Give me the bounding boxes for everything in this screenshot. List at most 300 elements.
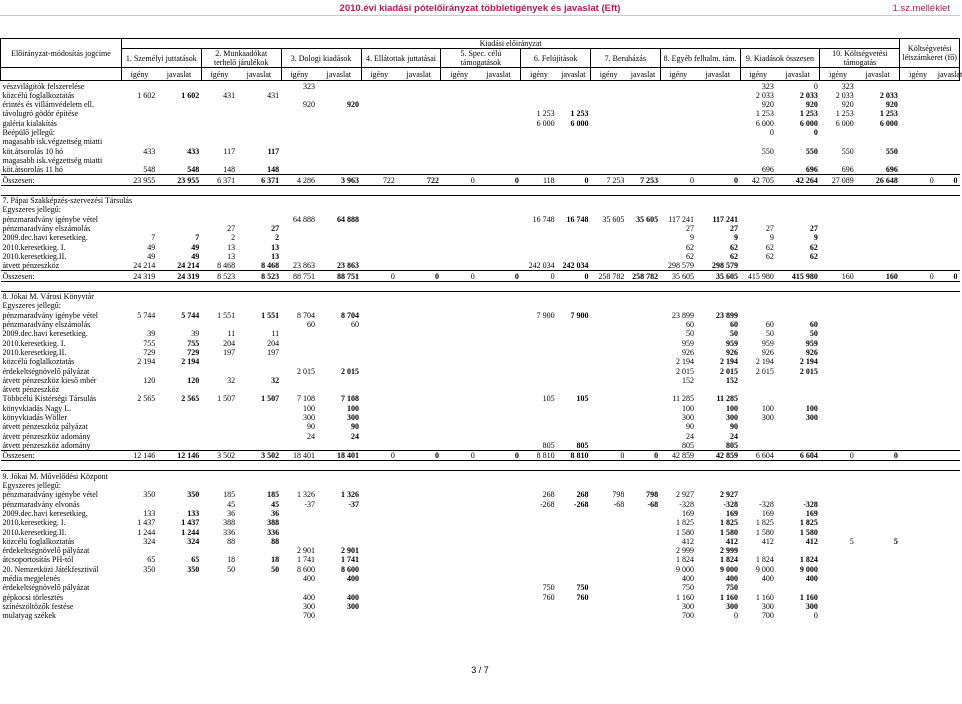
table-row: [1, 165, 960, 175]
cell-value: 350: [187, 564, 200, 574]
cell-value: [317, 376, 361, 385]
cell-value: [521, 376, 557, 385]
cell-value: [856, 518, 900, 527]
cell-value: [936, 128, 960, 137]
cell-value: [397, 422, 441, 431]
cell-value: 36: [271, 508, 280, 518]
cell-value: 197: [267, 347, 280, 357]
cell-value: [441, 252, 477, 261]
cell-value: 1 602: [137, 90, 156, 100]
cell-value: [900, 422, 936, 431]
cell-value: [856, 366, 900, 375]
cell-value: 6 000: [835, 118, 854, 128]
cell-value: 959: [726, 338, 738, 348]
cell-value: 1 825: [675, 518, 694, 528]
cell-value: 9 000: [755, 564, 774, 574]
cell-value: 0: [441, 271, 477, 281]
cell-value: 6 604: [740, 450, 776, 460]
cell-value: [776, 394, 820, 403]
cell-value: 64 888: [293, 214, 315, 224]
cell-value: [900, 118, 936, 127]
cell-value: 26 648: [856, 175, 900, 185]
cell-value: [856, 385, 900, 394]
cell-value: [590, 574, 626, 583]
cell-value: 548: [187, 165, 200, 175]
cell-value: [361, 564, 397, 573]
cell-value: [397, 242, 441, 251]
cell-value: [281, 301, 317, 310]
cell-value: 2 194: [675, 357, 694, 367]
cell-value: [361, 366, 397, 375]
subheader-igeny: igény: [361, 68, 397, 81]
cell-value: [237, 422, 281, 431]
cell-value: [900, 441, 936, 451]
cell-value: [740, 385, 776, 394]
cell-value: 550: [841, 146, 854, 156]
cell-value: [900, 348, 936, 357]
cell-value: [856, 301, 900, 310]
cell-value: [557, 527, 591, 536]
cell-value: [820, 602, 856, 611]
cell-value: [157, 602, 201, 611]
cell-value: 152: [681, 375, 694, 385]
cell-value: [590, 537, 626, 546]
cell-value: 11: [227, 329, 236, 339]
cell-value: 750: [681, 583, 694, 593]
cell-value: [157, 403, 201, 412]
cell-value: 8 810: [521, 450, 557, 460]
cell-value: 117 241: [712, 214, 738, 224]
cell-value: [660, 156, 696, 165]
cell-value: [441, 564, 477, 573]
cell-value: [361, 611, 397, 620]
cell-value: 6 604: [776, 450, 820, 460]
cell-value: [477, 527, 521, 536]
cell-value: [441, 329, 477, 338]
cell-value: 24 319: [157, 271, 201, 281]
spacer-row: [1, 281, 960, 291]
cell-value: [660, 137, 696, 146]
cell-value: [121, 128, 157, 137]
cell-value: [557, 376, 591, 385]
row-label: 2010.keresetkieg. I.: [2, 518, 66, 528]
cell-value: [397, 518, 441, 527]
cell-value: [201, 403, 237, 412]
cell-value: [696, 156, 740, 165]
cell-value: [201, 546, 237, 555]
row-label: közcélú foglalkoztatás: [2, 357, 75, 367]
cell-value: [121, 224, 157, 233]
cell-value: [696, 385, 740, 394]
cell-value: [900, 431, 936, 440]
cell-value: [477, 574, 521, 583]
cell-value: [237, 481, 281, 490]
row-label: köt.átsorolás 10 hó: [2, 146, 64, 156]
cell-value: [237, 546, 281, 555]
cell-value: [281, 583, 317, 592]
cell-value: 9: [813, 233, 818, 243]
cell-value: [521, 422, 557, 431]
cell-value: [856, 233, 900, 242]
cell-value: 12 146: [157, 450, 201, 460]
row-label: átvett pénzeszköz adomány: [2, 431, 91, 441]
cell-value: 133: [143, 508, 156, 518]
cell-value: [590, 357, 626, 366]
cell-value: [397, 310, 441, 319]
cell-value: 4 286: [281, 175, 317, 185]
cell-value: [361, 338, 397, 347]
cell-value: [201, 214, 237, 223]
cell-value: [477, 518, 521, 527]
cell-value: [361, 214, 397, 223]
cell-value: [626, 310, 660, 319]
row-label: 20. Nemzetközi Játékfesztivál: [2, 564, 99, 574]
cell-value: [936, 376, 960, 385]
cell-value: [557, 546, 591, 555]
cell-value: 920: [841, 100, 854, 110]
row-label: vészvilágítók felszerelése: [2, 81, 85, 91]
subheader-igeny: igény: [521, 68, 557, 81]
cell-value: [361, 224, 397, 233]
row-label: pénzmaradvány elvonás: [2, 499, 80, 509]
cell-value: [590, 602, 626, 611]
cell-value: 23 863: [293, 261, 315, 271]
cell-value: [820, 137, 856, 146]
cell-value: 117: [223, 146, 236, 156]
cell-value: [237, 366, 281, 375]
cell-value: [936, 242, 960, 251]
cell-value: [397, 376, 441, 385]
cell-value: [441, 499, 477, 508]
cell-value: [281, 527, 317, 536]
cell-value: [281, 205, 317, 214]
cell-value: 323: [761, 81, 774, 91]
cell-value: 2 033: [835, 90, 854, 100]
cell-value: 8 600: [297, 564, 315, 574]
cell-value: 1 326: [297, 490, 315, 500]
cell-value: 5: [893, 536, 898, 546]
cell-value: [936, 100, 960, 109]
cell-value: [521, 574, 557, 583]
cell-value: 117: [267, 146, 280, 156]
cell-value: [557, 320, 591, 329]
cell-value: [441, 509, 477, 518]
cell-value: [900, 329, 936, 338]
cell-value: [557, 518, 591, 527]
cell-value: [477, 490, 521, 499]
cell-value: 400: [347, 592, 360, 602]
cell-value: [900, 602, 936, 611]
cell-value: 0: [477, 450, 521, 460]
cell-value: [820, 509, 856, 518]
table-row: [1, 499, 960, 508]
cell-value: [626, 320, 660, 329]
cell-value: 1 160: [755, 592, 774, 602]
cell-value: [317, 252, 361, 261]
cell-value: [361, 403, 397, 412]
cell-value: 7 900: [536, 310, 555, 320]
cell-value: [696, 137, 740, 146]
cell-value: 23 955: [157, 175, 201, 185]
cell-value: 7: [195, 233, 200, 243]
cell-value: [477, 165, 521, 175]
table-row: [1, 583, 960, 592]
cell-value: [590, 546, 626, 555]
cell-value: [740, 214, 776, 223]
subheader-igeny: igény: [121, 68, 157, 81]
cell-value: 6 000: [570, 118, 589, 128]
table-row: [1, 592, 960, 601]
cell-value: [397, 233, 441, 242]
cell-value: [557, 100, 591, 109]
cell-value: [237, 583, 281, 592]
cell-value: 100: [681, 403, 694, 413]
cell-value: [856, 403, 900, 412]
cell-value: 0: [557, 271, 591, 281]
cell-value: 700: [761, 611, 774, 621]
cell-value: [626, 338, 660, 347]
page-number: 3 / 7: [471, 665, 489, 675]
cell-value: [660, 128, 696, 137]
cell-value: -268: [573, 499, 589, 509]
cell-value: [397, 329, 441, 338]
cell-value: [626, 118, 660, 127]
subheader-javaslat: javaslat: [776, 68, 820, 81]
cell-value: [441, 546, 477, 555]
cell-value: [856, 252, 900, 261]
cell-value: [936, 537, 960, 546]
cell-value: [317, 91, 361, 100]
row-label: könyvkiadás Wöller: [2, 412, 68, 422]
cell-value: [237, 320, 281, 329]
cell-value: 350: [143, 564, 156, 574]
cell-value: [477, 509, 521, 518]
cell-value: [936, 403, 960, 412]
cell-value: 120: [143, 375, 156, 385]
cell-value: [397, 602, 441, 611]
cell-value: 118: [521, 175, 557, 185]
cell-value: [626, 301, 660, 310]
cell-value: [397, 537, 441, 546]
cell-value: 45: [271, 499, 280, 509]
cell-value: [820, 481, 856, 490]
summary-row: [1, 271, 960, 281]
cell-value: [900, 128, 936, 137]
cell-value: [740, 261, 776, 271]
cell-value: [521, 233, 557, 242]
cell-value: [856, 564, 900, 573]
cell-value: [936, 165, 960, 175]
cell-value: 148: [267, 165, 280, 175]
cell-value: [317, 146, 361, 155]
col-header-10: 10. Költségvetési támogatás: [820, 49, 900, 68]
row-label: 2010.keresetkieg.II.: [2, 527, 67, 537]
cell-value: [900, 574, 936, 583]
cell-value: [696, 100, 740, 109]
cell-value: 0: [769, 128, 774, 138]
cell-value: [237, 205, 281, 214]
cell-value: 959: [761, 338, 774, 348]
cell-value: 23 899: [671, 310, 694, 320]
cell-value: [936, 137, 960, 146]
cell-value: -328: [679, 499, 694, 509]
cell-value: [856, 555, 900, 564]
cell-value: [397, 109, 441, 118]
cell-value: -328: [759, 499, 774, 509]
cell-value: [820, 376, 856, 385]
cell-value: [121, 583, 157, 592]
cell-value: [317, 348, 361, 357]
cell-value: 169: [681, 508, 694, 518]
cell-value: [740, 546, 776, 555]
subheader-javaslat: javaslat: [157, 68, 201, 81]
cell-value: [441, 481, 477, 490]
cell-value: [696, 81, 740, 91]
cell-value: [590, 366, 626, 375]
cell-value: [237, 357, 281, 366]
cell-value: 1 160: [799, 592, 818, 602]
cell-value: 2 015: [297, 366, 315, 376]
cell-value: [521, 156, 557, 165]
cell-value: 7: [151, 233, 156, 243]
cell-value: [361, 320, 397, 329]
cell-value: [397, 385, 441, 394]
table-row: [1, 357, 960, 366]
cell-value: [626, 394, 660, 403]
cell-value: [740, 310, 776, 319]
cell-value: [121, 366, 157, 375]
cell-value: 7 108: [297, 394, 315, 404]
cell-value: [477, 338, 521, 347]
cell-value: [157, 592, 201, 601]
cell-value: 62: [809, 251, 818, 261]
cell-value: 300: [726, 601, 738, 611]
table-row: [1, 214, 960, 223]
cell-value: 755: [143, 338, 156, 348]
cell-value: [477, 329, 521, 338]
cell-value: 1 741: [297, 555, 315, 565]
cell-value: [397, 118, 441, 127]
cell-value: 169: [805, 508, 818, 518]
cell-value: [856, 242, 900, 251]
cell-value: [856, 214, 900, 223]
cell-value: 35 605: [636, 214, 659, 224]
cell-value: [121, 413, 157, 422]
cell-value: [121, 100, 157, 109]
cell-value: 696: [841, 165, 854, 175]
table-row: [1, 100, 960, 109]
cell-value: [397, 583, 441, 592]
table-row: [1, 602, 960, 611]
table-row: [1, 91, 960, 100]
cell-value: 2 901: [297, 546, 315, 556]
cell-value: 100: [761, 403, 774, 413]
cell-value: [281, 156, 317, 165]
cell-value: [477, 109, 521, 118]
row-label: érintés és villámvédelem ell.: [2, 100, 95, 110]
cell-value: [900, 481, 936, 490]
cell-value: [557, 348, 591, 357]
cell-value: [936, 109, 960, 118]
cell-value: [281, 252, 317, 261]
cell-value: [626, 109, 660, 118]
cell-value: 400: [805, 574, 818, 584]
document-header: [0, 0, 960, 17]
cell-value: [361, 583, 397, 592]
header-rule: [0, 15, 960, 16]
cell-value: 117 241: [668, 214, 694, 224]
cell-value: 760: [542, 592, 555, 602]
cell-value: [477, 413, 521, 422]
subheader-javaslat: javaslat: [317, 68, 361, 81]
cell-value: [696, 146, 740, 155]
cell-value: [477, 583, 521, 592]
cell-value: [590, 261, 626, 271]
cell-value: [441, 422, 477, 431]
cell-value: [397, 441, 441, 451]
cell-value: [397, 146, 441, 155]
row-label: 2010.keresetkieg.II.: [2, 347, 67, 357]
cell-value: [740, 301, 776, 310]
cell-value: 388: [267, 518, 280, 528]
cell-value: [441, 214, 477, 223]
cell-value: 8 468: [261, 261, 280, 271]
cell-value: [121, 118, 157, 127]
cell-value: [936, 329, 960, 338]
cell-value: [590, 329, 626, 338]
cell-value: 2 194: [720, 357, 738, 367]
cell-value: [856, 329, 900, 338]
cell-value: 50: [227, 564, 236, 574]
cell-value: 2 901: [341, 546, 360, 556]
cell-value: [820, 441, 856, 451]
cell-value: 400: [303, 592, 315, 602]
cell-value: [936, 574, 960, 583]
cell-value: [201, 481, 237, 490]
cell-value: [626, 518, 660, 527]
cell-value: [557, 338, 591, 347]
row-label: 2009.dec.havi keresetkieg.: [2, 329, 88, 339]
cell-value: 32: [227, 375, 236, 385]
cell-value: [557, 431, 591, 440]
attachment-label: 1.sz.melléklet: [892, 3, 950, 14]
cell-value: [590, 301, 626, 310]
cell-value: [121, 137, 157, 146]
cell-value: [626, 261, 660, 271]
cell-value: [397, 338, 441, 347]
cell-value: [936, 224, 960, 233]
cell-value: [856, 413, 900, 422]
cell-value: [397, 592, 441, 601]
cell-value: [856, 527, 900, 536]
cell-value: [441, 242, 477, 251]
cell-value: 24: [351, 431, 360, 441]
cell-value: [121, 81, 157, 91]
cell-value: 805: [576, 440, 589, 450]
cell-value: 185: [267, 490, 280, 500]
cell-value: 0: [477, 271, 521, 281]
cell-value: 39: [147, 329, 156, 339]
cell-value: [397, 555, 441, 564]
cell-value: 11: [271, 329, 280, 339]
cell-value: [696, 205, 740, 214]
cell-value: [157, 499, 201, 508]
cell-value: [557, 252, 591, 261]
row-label: átvett pénzeszköz: [2, 385, 60, 395]
cell-value: [590, 242, 626, 251]
cell-value: [776, 137, 820, 146]
cell-value: [157, 413, 201, 422]
